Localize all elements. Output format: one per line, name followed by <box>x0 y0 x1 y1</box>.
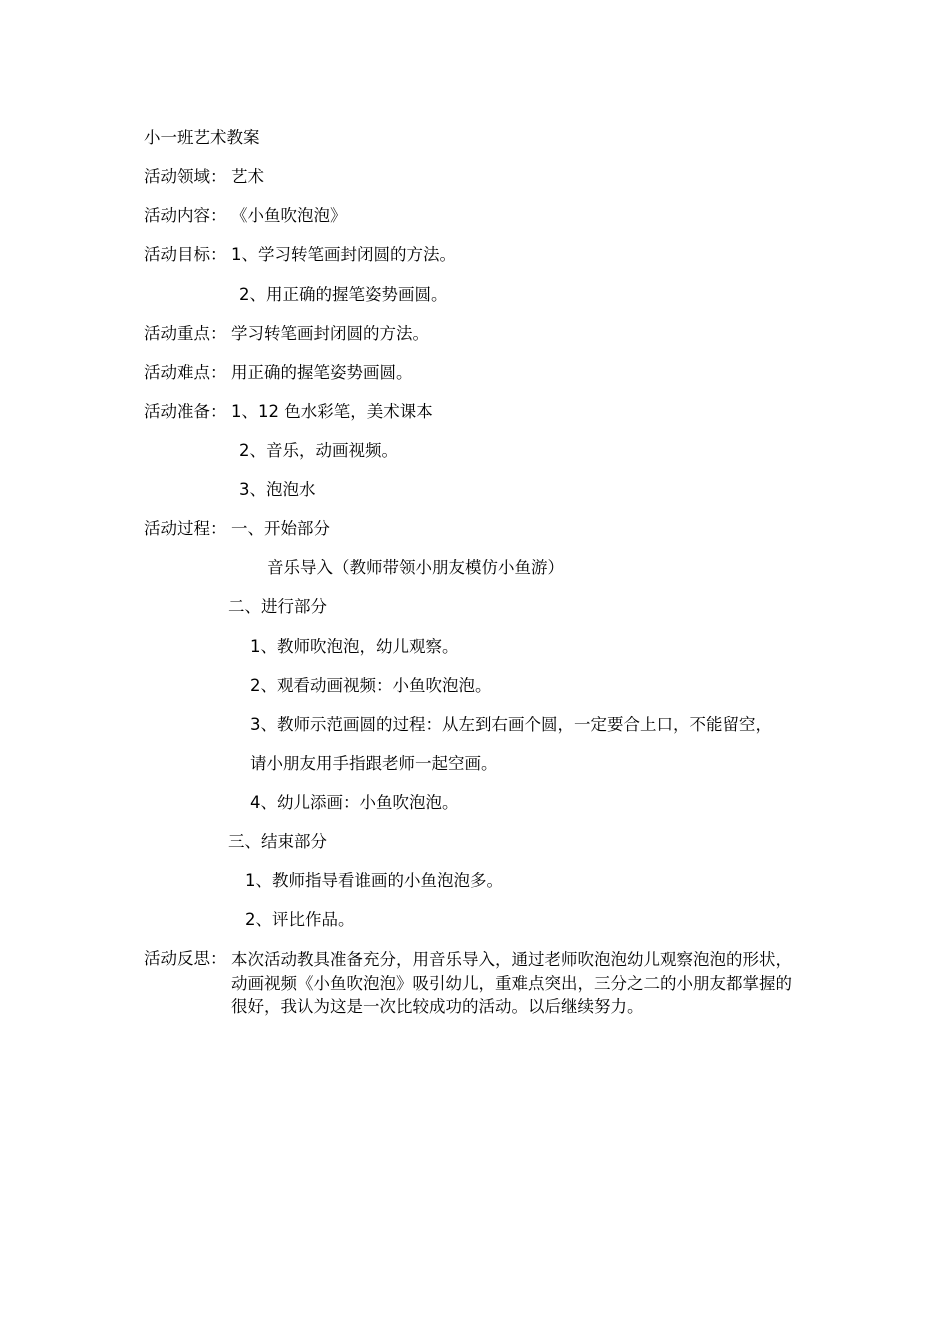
process-item: 3、教师示范画圆的过程：从左到右画个圆，一定要合上口，不能留空， <box>250 715 772 734</box>
preparation-label: 活动准备： <box>144 402 227 421</box>
domain-label: 活动领域： <box>144 167 227 186</box>
goal-label: 活动目标： <box>144 245 227 264</box>
key-point-value: 学习转笔画封闭圆的方法。 <box>231 324 429 343</box>
reflection-label: 活动反思： <box>144 949 227 968</box>
process-item: 1、教师指导看谁画的小鱼泡泡多。 <box>245 871 503 890</box>
preparation-item: 1、12 色水彩笔，美术课本 <box>231 402 433 421</box>
goal-item: 1、学习转笔画封闭圆的方法。 <box>231 245 456 264</box>
process-item: 4、幼儿添画：小鱼吹泡泡。 <box>250 793 459 812</box>
process-section-heading: 一、开始部分 <box>231 519 330 538</box>
preparation-item: 2、音乐，动画视频。 <box>239 441 398 460</box>
preparation-item: 3、泡泡水 <box>239 480 316 499</box>
content-label: 活动内容： <box>144 206 227 225</box>
difficulty-label: 活动难点： <box>144 363 227 382</box>
process-item: 2、评比作品。 <box>245 910 355 929</box>
process-label: 活动过程： <box>144 519 227 538</box>
process-section-heading: 二、进行部分 <box>228 597 327 616</box>
process-item-continued: 请小朋友用手指跟老师一起空画。 <box>250 754 498 773</box>
process-section-heading: 三、结束部分 <box>228 832 327 851</box>
document-title: 小一班艺术教案 <box>144 128 260 147</box>
reflection-text: 本次活动教具准备充分，用音乐导入，通过老师吹泡泡幼儿观察泡泡的形状，动画视频《小鱼吹泡泡》吸引幼儿，重难点突出，三分之二的小朋友都掌握的很好，我认为这是一次比较成功的活动。以后继续努力。 <box>231 950 792 1016</box>
domain-value: 艺术 <box>231 167 264 186</box>
process-item: 2、观看动画视频：小鱼吹泡泡。 <box>250 676 492 695</box>
process-item: 1、教师吹泡泡，幼儿观察。 <box>250 637 459 656</box>
difficulty-value: 用正确的握笔姿势画圆。 <box>231 363 413 382</box>
content-value: 《小鱼吹泡泡》 <box>231 206 347 225</box>
key-point-label: 活动重点： <box>144 324 227 343</box>
goal-item: 2、用正确的握笔姿势画圆。 <box>239 285 448 304</box>
process-item: 音乐导入（教师带领小朋友模仿小鱼游） <box>267 558 564 577</box>
